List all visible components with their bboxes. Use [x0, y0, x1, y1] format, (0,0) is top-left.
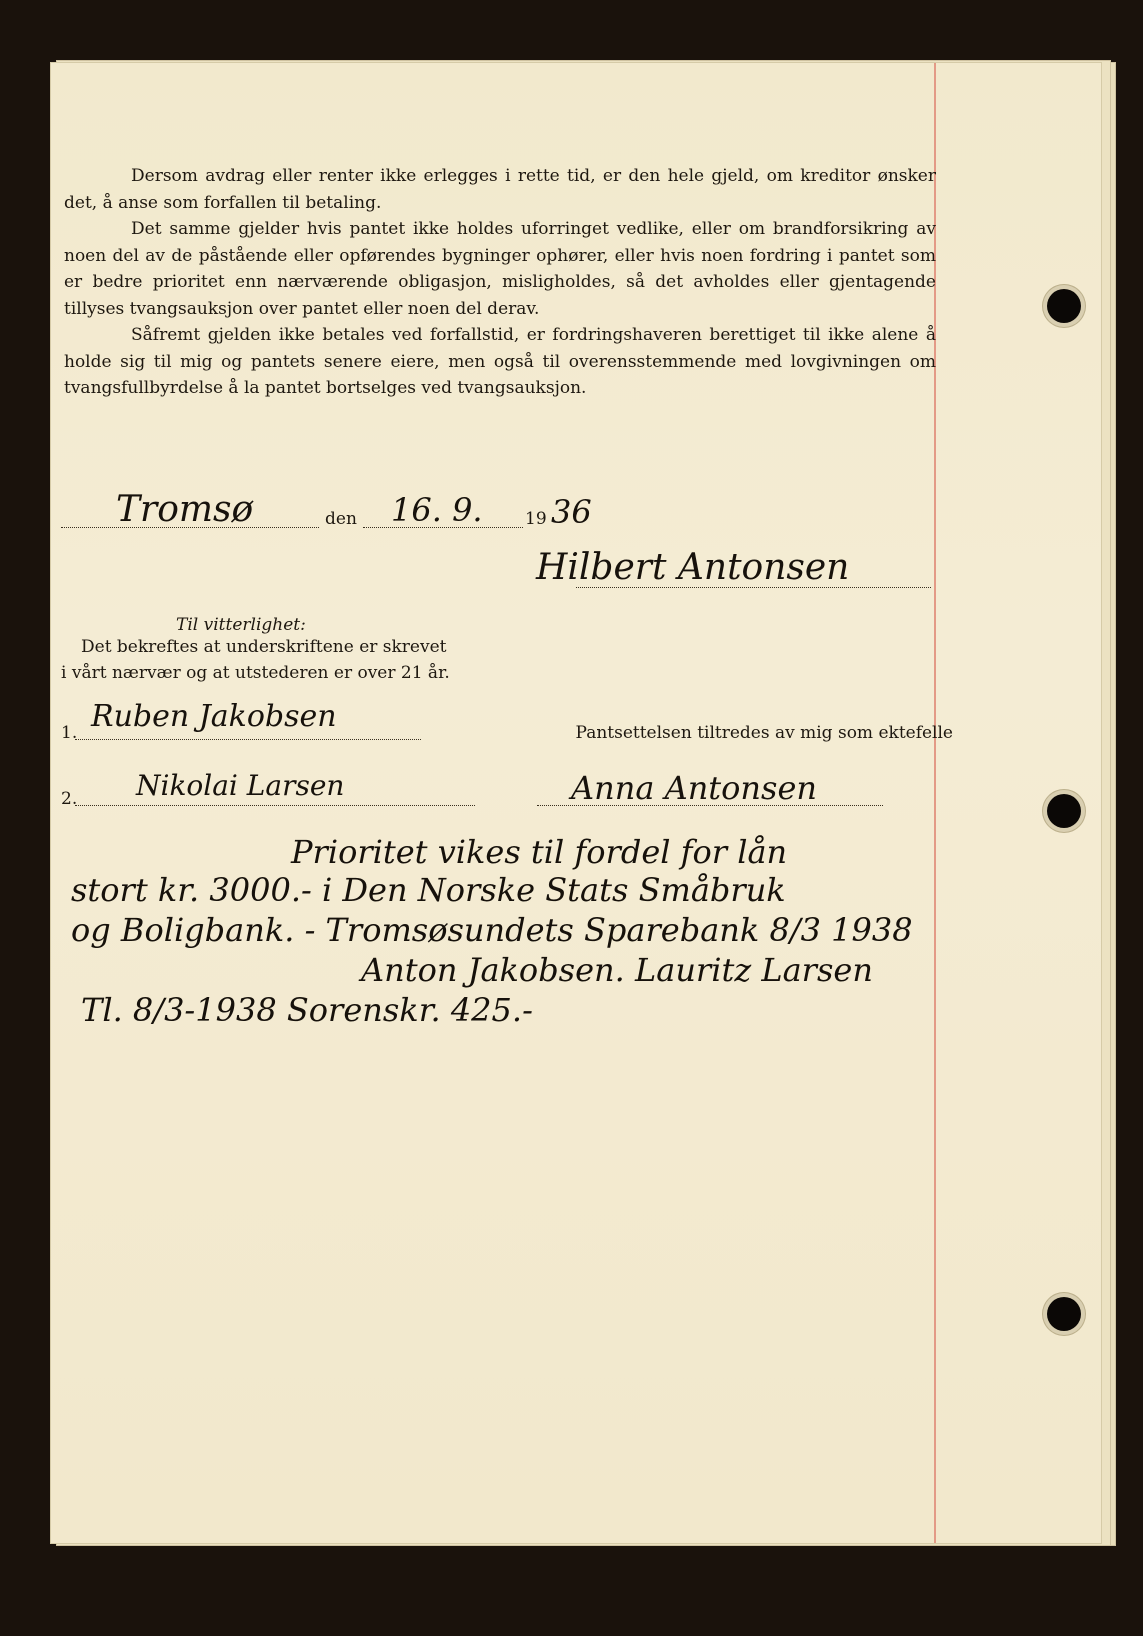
year-handwritten: 36 — [551, 493, 592, 531]
priority-note-line-4: Anton Jakobsen. Lauritz Larsen — [361, 951, 873, 989]
witness-signature-2: Nikolai Larsen — [136, 769, 345, 802]
witness-signature-1: Ruben Jakobsen — [91, 699, 337, 734]
terms-text — [64, 163, 936, 402]
spouse-consent-text: Pantsettelsen tiltredes av mig som ektefelle — [575, 723, 953, 743]
year-prefix: 19 — [525, 509, 547, 529]
priority-note-line-3: og Boligbank. - Tromsøsundets Sparebank 8/3 1938 — [71, 911, 913, 949]
witness-line-2 — [75, 805, 475, 806]
document-page — [50, 62, 1102, 1544]
priority-note-line-5: Tl. 8/3-1938 Sorenskr. 425.- — [81, 991, 533, 1029]
priority-note-line-2: stort kr. 3000.- i Den Norske Stats Småbruk — [71, 871, 786, 909]
place-date-line — [61, 489, 592, 543]
den-label: den — [325, 509, 357, 529]
debtor-signature-line — [576, 587, 931, 588]
date-dotted-line — [363, 527, 523, 528]
priority-note-line-1: Prioritet vikes til fordel for lån — [291, 833, 788, 871]
debtor-signature: Hilbert Antonsen — [536, 547, 850, 588]
place-dotted-line — [61, 527, 319, 528]
witness-title: Til vitterlighet: — [176, 615, 306, 635]
date-handwritten: 16. 9. — [391, 491, 483, 529]
punch-hole — [1047, 1297, 1081, 1331]
punch-hole — [1047, 289, 1081, 323]
witness-number-1: 1. — [61, 723, 78, 743]
paragraph-default: Dersom avdrag eller renter ikke erlegges i rette tid, er den hele gjeld, om kreditor ønsker det, å anse som forfallen til betaling. — [64, 166, 936, 213]
punch-hole — [1047, 794, 1081, 828]
witness-number-2: 2. — [61, 789, 78, 809]
witness-text-2: i vårt nærvær og at utstederen er over 21 år. — [61, 663, 450, 683]
witness-line-1 — [75, 739, 421, 740]
place-handwritten: Tromsø — [116, 489, 254, 530]
paragraph-maintenance: Det samme gjelder hvis pantet ikke holdes uforringet vedlike, eller om brandforsikring av noen del av de påstående eller opførendes bygninger ophører, eller hvis noen fordring i pantet som er bedre prioritet enn nærværende obligasjon, misligholdes, så det avholdes eller gjentagende tillyses tvangsauksjon over pantet eller noen del derav. — [64, 219, 936, 319]
paragraph-enforcement: Såfremt gjelden ikke betales ved forfallstid, er fordringshaveren berettiget til ikke alene å holde sig til mig og pantets senere eiere, men også til overensstemmende med lovgivningen om tvangsfullbyrdelse å la pantet bortselges ved tvangsauksjon. — [64, 325, 936, 398]
spouse-signature: Anna Antonsen — [571, 769, 817, 807]
witness-text-1: Det bekreftes at underskriftene er skrevet — [81, 637, 447, 657]
